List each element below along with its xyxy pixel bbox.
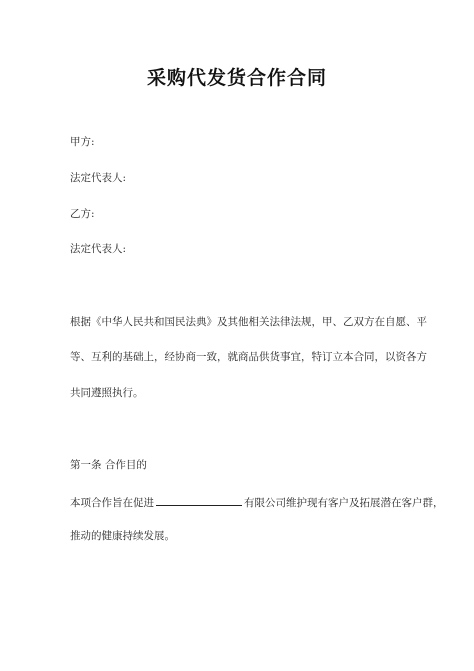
contract-title: 采购代发货合作合同 — [146, 67, 327, 89]
party-b-label: 乙方: — [70, 208, 95, 220]
party-a-legal-rep-label: 法定代表人: — [70, 172, 127, 184]
article-1-line-2: 推动的健康持续发展。 — [70, 530, 175, 542]
article-1-text-before-blank: 本项合作旨在促进 — [70, 497, 154, 509]
preamble-line-3: 共同遵照执行。 — [70, 387, 144, 399]
article-1-text-after-blank: 有限公司维护现有客户及拓展潜在客户群， — [244, 497, 444, 509]
article-1-line-1 — [70, 494, 444, 510]
article-1-heading: 第一条 合作目的 — [70, 459, 147, 471]
party-b-legal-rep-label: 法定代表人: — [70, 243, 127, 255]
preamble-line-2: 等、互利的基础上，经协商一致，就商品供货事宜，特订立本合同，以资各方 — [70, 351, 427, 363]
fill-in-blank[interactable] — [156, 494, 242, 506]
party-a-label: 甲方: — [70, 136, 95, 148]
preamble-line-1: 根据《中华人民共和国民法典》及其他相关法律法规，甲、乙双方在自愿、平 — [70, 316, 427, 328]
